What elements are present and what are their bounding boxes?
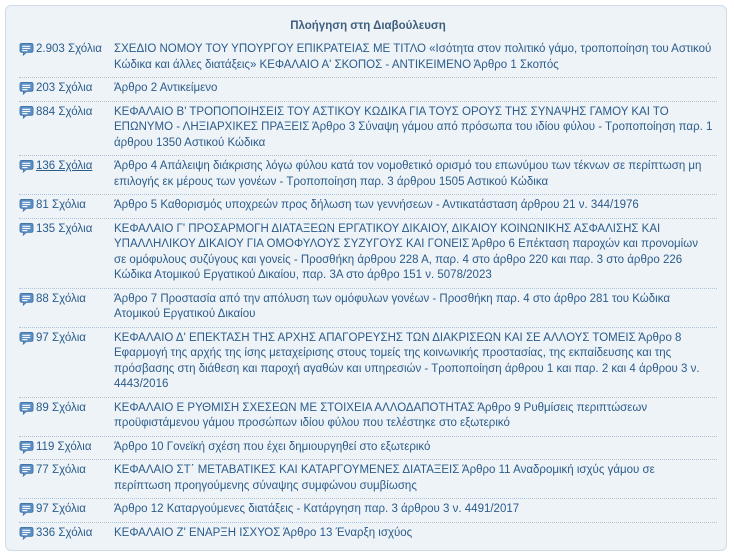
panel-title: Πλοήγηση στη Διαβούλευση <box>290 20 446 32</box>
comment-count-link[interactable] <box>19 292 114 308</box>
comment-count-link[interactable] <box>19 105 114 121</box>
comment-count[interactable]: 135 Σχόλια <box>36 222 93 235</box>
comment-count-link[interactable] <box>19 81 114 97</box>
consultation-navigation-panel <box>5 5 727 551</box>
list-item <box>19 156 717 195</box>
list-item <box>19 499 717 523</box>
comment-count[interactable]: 97 Σχόλια <box>36 503 86 515</box>
speech-bubble-icon <box>19 81 34 96</box>
article-title-link[interactable]: ΚΕΦΑΛΑΙΟ Β' ΤΡΟΠΟΠΟΙΗΣΕΙΣ ΤΟΥ ΑΣΤΙΚΟΥ ΚΩΔΙΚΑ ΓΙΑ ΤΟΥΣ ΟΡΟΥΣ ΤΗΣ ΣΥΝΑΨΗΣ ΓΑΜΟΥ ΚΑΙ ΤΟ ΕΠΩΝΥΜΟ - ΛΗΞΙΑΡΧΙΚΕΣ ΠΡΑΞΕΙΣ Άρθρο 3 Σύναψη γάμου από πρόσωπα του ιδίου φύλου - Τροποποίηση παρ. 1 άρθρου 1350 Αστικού Κώδικα <box>114 105 713 149</box>
comment-count[interactable]: 2.903 Σχόλια <box>36 43 102 55</box>
comment-count-link[interactable] <box>19 198 114 214</box>
article-title-link[interactable]: ΚΕΦΑΛΑΙΟ ΣΤ΄ ΜΕΤΑΒΑΤΙΚΕΣ ΚΑΙ ΚΑΤΑΡΓΟΥΜΕΝΕΣ ΔΙΑΤΑΞΕΙΣ Άρθρο 11 Αναδρομική ισχύς γάμου σε περίπτωση προηγούμενης σύναψης συμφώνου συμβίωσης <box>114 464 655 492</box>
comment-count[interactable]: 203 Σχόλια <box>36 82 93 94</box>
comment-count[interactable]: 97 Σχόλια <box>36 331 86 344</box>
list-item <box>19 195 717 219</box>
comment-count-link[interactable] <box>19 526 114 542</box>
list-item <box>19 289 717 328</box>
speech-bubble-icon <box>19 331 34 346</box>
comment-count[interactable]: 119 Σχόλια <box>36 440 92 453</box>
speech-bubble-icon <box>19 198 34 213</box>
comment-count-link[interactable] <box>19 502 114 518</box>
comment-count[interactable]: 88 Σχόλια <box>36 292 86 305</box>
comment-count-link[interactable] <box>19 463 114 479</box>
article-title-link[interactable]: Άρθρο 7 Προστασία από την απόλυση των ομόφυλων γονέων - Προσθήκη παρ. 4 στο άρθρο 281 του Κώδικα Ατομικού Εργατικού Δικαίου <box>114 292 670 320</box>
speech-bubble-icon <box>19 159 34 174</box>
list-item <box>19 219 717 289</box>
speech-bubble-icon <box>19 526 34 541</box>
comment-count-link[interactable] <box>19 401 114 417</box>
comment-count-link[interactable] <box>19 42 114 58</box>
speech-bubble-icon <box>19 463 34 478</box>
comment-count[interactable]: 81 Σχόλια <box>36 199 86 211</box>
article-title-link[interactable]: ΚΕΦΑΛΑΙΟ Δ' ΕΠΕΚΤΑΣΗ ΤΗΣ ΑΡΧΗΣ ΑΠΑΓΟΡΕΥΣΗΣ ΤΩΝ ΔΙΑΚΡΙΣΕΩΝ ΚΑΙ ΣΕ ΑΛΛΟΥΣ ΤΟΜΕΙΣ Άρθρο 8 Εφαρμογή της αρχής της ίσης μεταχείρισης στους τομείς της κοινωνικής προστασίας, της εκπαίδευσης και της πρόσβασης στη διάθεση και παροχή αγαθών και υπηρεσιών - Τροποποίηση άρθρου 1 και παρ. 2 και 4 άρθρου 3 ν. 4443/2016 <box>114 331 700 390</box>
article-title-link[interactable]: Άρθρο 4 Απάλειψη διάκρισης λόγω φύλου κατά τον νομοθετικό ορισμό του επωνύμου των τέκνων σε περίπτωση μη επιλογής εκ μέρους των γονέων - Τροποποίηση παρ. 3 άρθρου 1505 Αστικού Κώδικα <box>114 160 702 188</box>
comment-count-link[interactable] <box>19 222 114 238</box>
article-title-link[interactable]: Άρθρο 10 Γονεϊκή σχέση που έχει δημιουργηθεί στο εξωτερικό <box>114 440 431 453</box>
article-title-link[interactable]: Άρθρο 12 Καταργούμενες διατάξεις - Κατάργηση παρ. 3 άρθρου 3 ν. 4491/2017 <box>114 503 520 515</box>
comment-count[interactable]: 89 Σχόλια <box>36 401 86 414</box>
article-title-link[interactable]: ΚΕΦΑΛΑΙΟ Ε ΡΥΘΜΙΣΗ ΣΧΕΣΕΩΝ ΜΕ ΣΤΟΙΧΕΙΑ ΑΛΛΟΔΑΠΟΤΗΤΑΣ Άρθρο 9 Ρυθμίσεις περιπτώσεων προϋφιστάμενου γάμου προσώπων ιδίου φύλου που τελέστηκε στο εξωτερικό <box>114 401 648 429</box>
article-title-link[interactable]: ΚΕΦΑΛΑΙΟ Ζ' ΕΝΑΡΞΗ ΙΣΧΥΟΣ Άρθρο 13 Έναρξη ισχύος <box>114 526 413 539</box>
list-item <box>19 437 717 461</box>
comment-count[interactable]: 884 Σχόλια <box>36 105 93 118</box>
speech-bubble-icon <box>19 105 34 120</box>
article-title-link[interactable]: Άρθρο 5 Καθορισμός υποχρεών προς δήλωση των γεννήσεων - Αντικατάσταση άρθρου 21 ν. 344/1976 <box>114 199 639 211</box>
list-item <box>19 39 717 78</box>
speech-bubble-icon <box>19 440 34 455</box>
article-title-link[interactable]: ΣΧΕΔΙΟ ΝΟΜΟΥ ΤΟΥ ΥΠΟΥΡΓΟΥ ΕΠΙΚΡΑΤΕΙΑΣ ΜΕ ΤΙΤΛΟ «Ισότητα στον πολιτικό γάμο, τροποποίηση του Αστικού Κώδικα και άλλες διατάξεις» ΚΕΦΑΛΑΙΟ Α' ΣΚΟΠΟΣ - ΑΝΤΙΚΕΙΜΕΝΟ Άρθρο 1 Σκοπός <box>114 43 712 71</box>
comment-count[interactable]: 336 Σχόλια <box>36 526 93 539</box>
list-item <box>19 78 717 102</box>
list-item <box>19 328 717 398</box>
article-title-link[interactable]: ΚΕΦΑΛΑΙΟ Γ' ΠΡΟΣΑΡΜΟΓΗ ΔΙΑΤΑΞΕΩΝ ΕΡΓΑΤΙΚΟΥ ΔΙΚΑΙΟΥ, ΔΙΚΑΙΟΥ ΚΟΙΝΩΝΙΚΗΣ ΑΣΦΑΛΙΣΗΣ ΚΑΙ ΥΠΑΛΛΗΛΙΚΟΥ ΔΙΚΑΙΟΥ ΓΙΑ ΟΜΟΦΥΛΟΥΣ ΣΥΖΥΓΟΥΣ ΚΑΙ ΓΟΝΕΙΣ Άρθρο 6 Επέκταση παροχών και προνομίων σε ομόφυλους συζύγους και γονείς - Προσθήκη άρθρου 228 Α, παρ. 4 στο άρθρο 220 και παρ. 3 στο άρθρο 226 Κώδικα Ατομικού Εργατικού Δικαίου, παρ. 3Α στο άρθρο 151 ν. 5078/2023 <box>114 222 698 281</box>
list-item <box>19 398 717 437</box>
comment-count[interactable]: 77 Σχόλια <box>36 464 86 476</box>
speech-bubble-icon <box>19 42 34 57</box>
speech-bubble-icon <box>19 292 34 307</box>
comment-count-link[interactable] <box>19 159 114 175</box>
comment-count-link[interactable] <box>19 331 114 347</box>
article-title-link[interactable]: Άρθρο 2 Αντικείμενο <box>114 82 218 94</box>
comment-list <box>19 39 717 545</box>
comment-count-link[interactable] <box>19 440 114 456</box>
list-item <box>19 102 717 157</box>
list-item <box>19 460 717 499</box>
list-item <box>19 523 717 546</box>
speech-bubble-icon <box>19 502 34 517</box>
speech-bubble-icon <box>19 401 34 416</box>
comment-count[interactable]: 136 Σχόλια <box>36 160 93 172</box>
speech-bubble-icon <box>19 222 34 237</box>
